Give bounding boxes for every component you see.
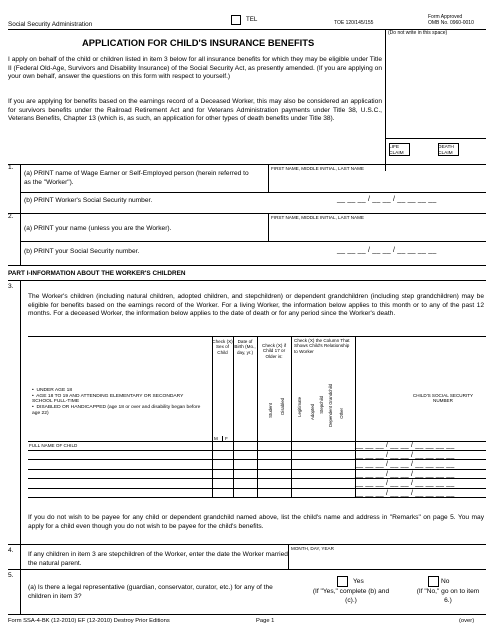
col-header-adopted: Adopted [310, 404, 315, 421]
item1-number-divider [20, 164, 21, 213]
eligibility-bullet-1: • UNDER AGE 18 [32, 388, 73, 393]
applicant-name-input[interactable] [271, 222, 483, 238]
item4-label: If any children in item 3 are stepchildren of the Worker, enter the date the Worker married the natural parent. [28, 551, 288, 567]
omb-number: OMB No. 0960-0010 [428, 20, 474, 26]
col-header-legitimate: Legitimate [297, 397, 302, 417]
eligibility-bullet-3: • DISABLED OR HANDICAPPED (age 18 or over and disability began before age 22) [32, 404, 201, 416]
table-row[interactable]: __ __ __ / __ __ / __ __ __ __ [28, 460, 486, 470]
tel-label: TEL [246, 16, 258, 23]
form-code: TOE 120/145/155 [334, 20, 374, 26]
item5-rule-top [8, 569, 486, 570]
col-header-m: M [214, 436, 218, 441]
table-row[interactable]: __ __ __ / __ __ / __ __ __ __ [28, 479, 486, 489]
item1-divider [268, 164, 269, 192]
eligibility-list [32, 388, 202, 416]
item2-rule-top [8, 213, 486, 214]
item2-name-header: FIRST NAME, MIDDLE INITIAL, LAST NAME [271, 215, 364, 220]
item1-rule-top [8, 164, 486, 165]
col-header-f: F [225, 436, 228, 441]
item3-number-divider [20, 280, 21, 544]
item4-rule-top [8, 544, 486, 545]
claim-box-rule [385, 138, 486, 139]
form-id: Form SSA-4-BK (12-2010) EF (12-2010) Destroy Prior Editions [8, 618, 170, 624]
agency-name: Social Security Administration [8, 21, 93, 28]
life-claim-label: LIFE CLAIM [389, 145, 404, 156]
do-not-write-note: (Do not write in this space) [388, 30, 448, 36]
item5-no-label: No [441, 578, 450, 585]
col-header-disabled: Disabled [280, 398, 285, 415]
applicant-ssn-input[interactable]: __ __ __ / __ __ / __ __ __ __ [337, 247, 437, 254]
item4-number: 4. [8, 547, 14, 554]
item5-yes-checkbox[interactable] [337, 576, 348, 587]
item5-yes-note: (If "Yes," complete (b) and (c).) [312, 588, 390, 604]
marriage-date-input[interactable] [291, 553, 483, 567]
part1-heading: PART I-INFORMATION ABOUT THE WORKER'S CHILDREN [8, 270, 186, 277]
item2-number-divider [20, 213, 21, 265]
item5a-label: (a) Is there a legal representative (guardian, conservator, curator, etc.) for any of the children in item 3? [28, 584, 273, 600]
form-approved: Form Approved [428, 14, 463, 20]
col-header-ssn: CHILD'S SOCIAL SECURITY NUMBER [412, 393, 474, 404]
item2b-label: (b) PRINT your Social Security number. [24, 248, 140, 255]
footer-rule [8, 614, 486, 615]
item2-divider [268, 213, 269, 241]
col-header-grandchild: Dependent Grandchild [328, 384, 333, 427]
item4-date-header: MONTH, DAY, YEAR [291, 546, 334, 551]
part1-rule-top [8, 265, 486, 266]
form-title: APPLICATION FOR CHILD'S INSURANCE BENEFITS [82, 37, 315, 48]
death-claim-label: DEATH CLAIM [438, 145, 454, 156]
item1-name-header: FIRST NAME, MIDDLE INITIAL, LAST NAME [271, 166, 364, 171]
eligibility-bullet-2: • AGE 18 TO 19 AND ATTENDING ELEMENTARY OR SECONDARY SCHOOL FULL-TIME [32, 393, 184, 405]
table-row[interactable]: __ __ __ / __ __ / __ __ __ __ [28, 470, 486, 480]
item2-rule-mid [20, 241, 486, 242]
col-header-stepchild: Stepchild [319, 396, 324, 414]
item2a-label: (a) PRINT your name (unless you are the Worker). [24, 225, 172, 232]
col-header-name: FULL NAME OF CHILD [29, 443, 78, 448]
item5-no-note: (If "No," go on to item 6.) [416, 588, 480, 604]
col-header-sex: Check (X) Sex of Child [212, 339, 233, 355]
item3-number: 3. [8, 283, 14, 290]
item5-yes-label: Yes [353, 578, 364, 585]
col-header-other: Other [339, 408, 344, 419]
col-header-student: Student [268, 403, 273, 418]
item4-number-divider [20, 544, 21, 569]
item4-divider [288, 544, 289, 569]
col-header-if: Check (X) if Child 17 or Older is: [262, 343, 286, 359]
worker-name-input[interactable] [271, 173, 483, 189]
page-number: Page 1 [256, 618, 275, 624]
children-table-body [28, 441, 486, 498]
tel-checkbox[interactable] [231, 15, 241, 25]
item1a-label: (a) PRINT name of Wage Earner or Self-Employed person (herein referred to as the "Worker"). [24, 170, 249, 186]
item5-number-divider [20, 569, 21, 614]
intro-paragraph-2: If you are applying for benefits based on the earnings record of a Deceased Worker, this may also be considered an application for survivors benefits under the Railroad Retirement Act and for Veterans Administration payments under Title 38, U.S.C., Veterans Benefits, Chapter 13 (which is, as such, an application for other types of death benefits under Title 38). [8, 98, 382, 123]
item1-number: 1. [8, 164, 14, 171]
item3-intro: The Worker's children (including natural children, adopted children, and stepchildren) or dependent grandchildren (including step grandchildren) may be eligible for benefits based on the earnings record of the Worker. For a living Worker, the information below applies to this month or to any of the past 12 months. For a deceased Worker, the information below applies to the date of death or for any period since the Worker's death. [28, 293, 484, 318]
item5-no-checkbox[interactable] [428, 576, 439, 587]
item1b-label: (b) PRINT Worker's Social Security number. [24, 197, 153, 204]
item3-payee-note: If you do not wish to be payee for any child or dependent grandchild named above, list the child's name and address in "Remarks" on page 5. You may apply for a child even though you do not wish to be payee for the child's benefits. [28, 514, 484, 530]
table-row[interactable]: __ __ __ / __ __ / __ __ __ __ [28, 441, 486, 451]
col-header-dob: Date of Birth (Mo., day, yr.) [234, 339, 256, 355]
table-row[interactable]: __ __ __ / __ __ / __ __ __ __ [28, 451, 486, 461]
item5-number: 5. [8, 572, 14, 579]
col-header-relationship: Check (X) the Column That Shows Child's Relationship to Worker [294, 338, 350, 354]
table-row[interactable]: __ __ __ / __ __ / __ __ __ __ [28, 489, 486, 499]
item2-number: 2. [8, 213, 14, 220]
intro-paragraph-1: I apply on behalf of the child or children listed in item 3 below for all insurance benefits for which they may be eligible under Title II (Federal Old-Age, Survivors and Disability Insurance) of the Social Security Act, as presently amended. (If you are applying on your own behalf, answer the questions on this form with respect to yourself.) [8, 56, 382, 81]
part1-rule-bottom [8, 280, 486, 281]
item1-rule-mid [20, 192, 486, 193]
office-box-left [385, 29, 386, 171]
over-note: (over) [459, 618, 475, 624]
worker-ssn-input[interactable]: __ __ __ / __ __ / __ __ __ __ [337, 196, 437, 203]
